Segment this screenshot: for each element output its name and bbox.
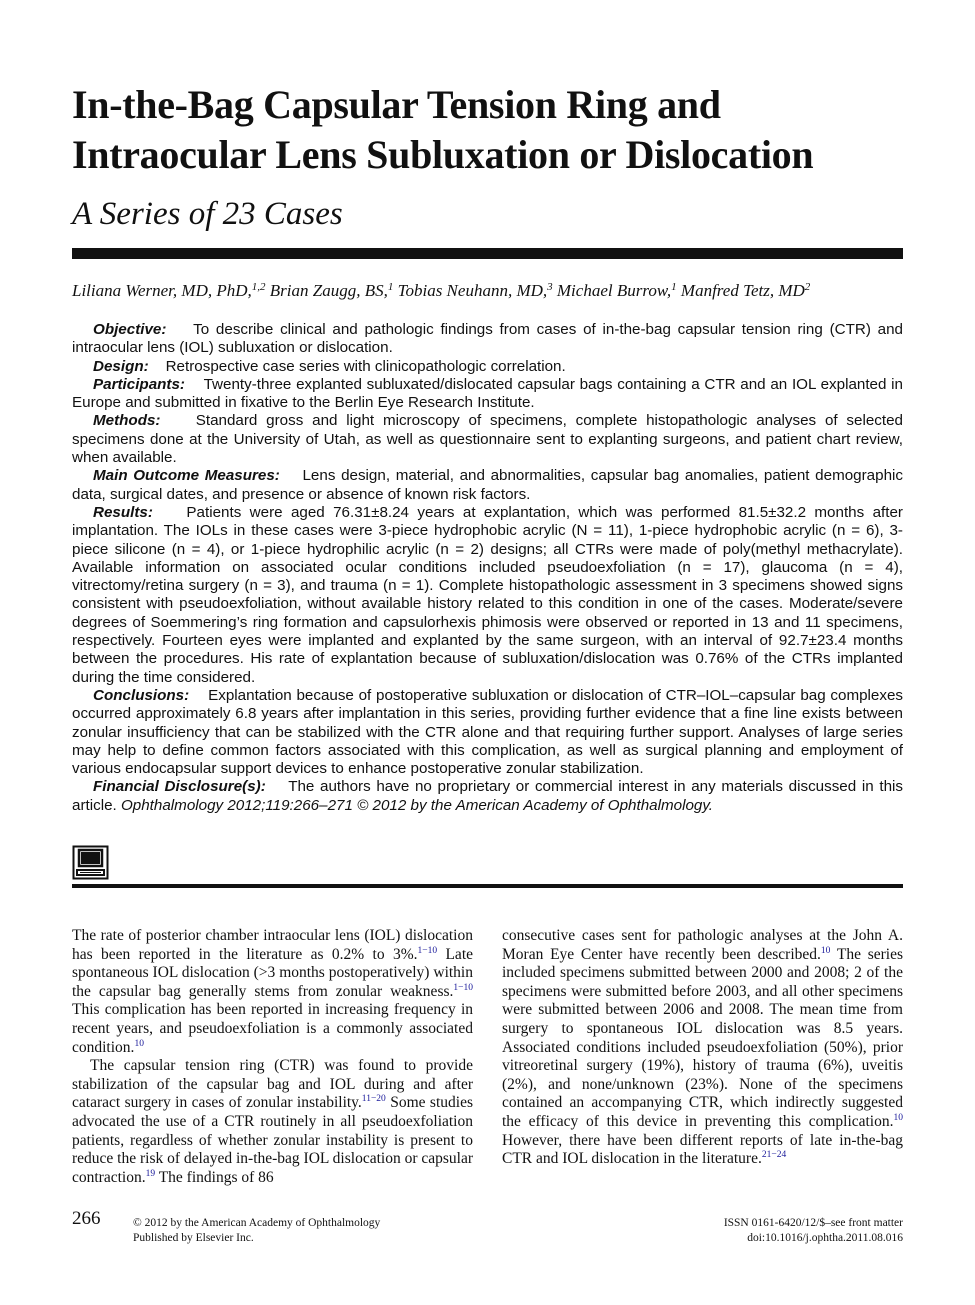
author-name: Tobias Neuhann, MD,	[397, 281, 548, 300]
abstract-disclosure	[72, 778, 903, 815]
reference-link[interactable]: 21−24	[761, 1150, 787, 1161]
design-text: Retrospective case series with clinicopathologic correlation.	[165, 357, 566, 375]
author-affiliation: 2	[804, 281, 811, 293]
journal-citation: Ophthalmology 2012;119:266–271 © 2012 by the American Academy of Ophthalmology.	[120, 796, 714, 814]
outcome-text: Lens design, material, and abnormalities, capsular bag anomalies, patient demographic data, surgical dates, and presence or absence of known risk factors.	[72, 467, 903, 503]
conclusions-text: Explantation because of postoperative subluxation or dislocation of CTR–IOL–capsular bag complexes occurred approximately 6.8 years after implantation in this series, providing further evidence that a fine line exists between zonular insufficiency that can be stabilized with the CTR alone and that requiring further support. Analyses of large series may help to define common factors associated with this complication, as well as surgical planning and employment of various endocapsular support devices to enhance postoperative zonular stabilization.	[72, 686, 904, 778]
objective-text: To describe clinical and pathologic findings from cases of in-the-bag capsular tension ring (CTR) and intraocular lens (IOL) subluxation or dislocation.	[72, 321, 903, 357]
objective-label: Objective:	[93, 321, 167, 338]
article-subtitle: A Series of 23 Cases	[72, 196, 343, 232]
reference-link[interactable]: 1−10	[417, 945, 438, 956]
outcome-label: Main Outcome Measures:	[93, 467, 280, 485]
body-column-left	[72, 927, 473, 1187]
body-paragraph	[72, 1057, 473, 1187]
author-affiliation: 1	[671, 281, 677, 293]
disclosure-text: The authors have no proprietary or commercial interest in any materials discussed in this article.	[72, 778, 903, 814]
author-affiliation: 1	[387, 281, 394, 293]
author-name: Michael Burrow,	[556, 281, 672, 300]
body-text: The capsular tension ring (CTR) was found to provide stabilization of the capsular bag and IOL during and after cataract surgery in cases of zonular instability.	[72, 1057, 473, 1112]
body-text: Late spontaneous IOL dislocation (>3 months postoperatively) within the capsular bag generally stems from zonular weakness.	[72, 945, 473, 1000]
title-line-2: Intraocular Lens Subluxation or Dislocation	[72, 132, 814, 177]
methods-text: Standard gross and light microscopy of specimens, complete histopathologic analyses of selected specimens done at the University of Utah, as well as questionnaire sent to explanting surgeons, and patient chart review, when available.	[72, 412, 903, 467]
results-label: Results:	[93, 503, 153, 521]
reference-link[interactable]: 10	[893, 1112, 903, 1123]
title-line-1: In-the-Bag Capsular Tension Ring and	[72, 82, 721, 127]
abstract-conclusions	[72, 687, 903, 778]
body-text: However, there have been different reports of late in-the-bag CTR and IOL dislocation in the literature.	[502, 1131, 903, 1168]
abstract-results	[72, 504, 903, 687]
abstract-methods	[72, 412, 903, 467]
abstract-outcome	[72, 467, 903, 504]
conclusions-label: Conclusions:	[93, 686, 190, 704]
footer-copyright	[133, 1216, 380, 1246]
reference-link[interactable]: 10	[134, 1038, 144, 1049]
title-divider	[72, 248, 903, 259]
body-text: The rate of posterior chamber intraocular lens (IOL) dislocation has been reported in the literature as 0.2% to 3%.	[72, 927, 473, 963]
abstract	[72, 321, 903, 815]
publisher-text: Published by Elsevier Inc.	[133, 1232, 254, 1244]
computer-icon	[72, 845, 109, 880]
abstract-design	[72, 358, 903, 376]
copyright-text: © 2012 by the American Academy of Ophthalmology	[133, 1217, 381, 1229]
reference-link[interactable]: 11−20	[361, 1094, 386, 1105]
body-text: The findings of 86	[155, 1168, 274, 1186]
abstract-divider	[72, 884, 903, 888]
body-text: This complication has been reported in increasing frequency in recent years, and pseudoexfoliation is a commonly associated condition.	[72, 1001, 473, 1056]
body-column-right	[502, 927, 903, 1169]
reference-link[interactable]: 19	[145, 1168, 156, 1179]
author-name: Manfred Tetz, MD	[680, 281, 805, 300]
abstract-objective	[72, 321, 903, 358]
body-text: consecutive cases sent for pathologic analyses at the John A. Moran Eye Center have recently been described.	[502, 927, 903, 963]
body-text: The series included specimens submitted between 2000 and 2008; 2 of the specimens were submitted before 2003, and all other specimens were submitted between 2006 and 2008. The mean time from surgery to spontaneous IOL dislocation was 8.5 years. Associated conditions included pseudoexfoliation (50%), prior vitreoretinal surgery (19%), history of trauma (6%), uveitis (2%), and none/unknown (23%). None of the specimens contained an accompanying CTR, which indirectly suggested the efficacy of this device in preventing this complication.	[502, 945, 904, 1130]
participants-label: Participants:	[93, 375, 185, 393]
reference-link[interactable]: 1−10	[453, 982, 473, 993]
author-list	[72, 279, 912, 303]
body-text: Some studies advocated the use of a CTR routinely in all pseudoexfoliation patients, regardless of whether zonular instability is present to reduce the risk of delayed in-the-bag IOL dislocation or capsular contraction.	[72, 1094, 473, 1186]
abstract-participants	[72, 376, 903, 413]
results-text: Patients were aged 76.31±8.24 years at explantation, which was performed 81.5±32.2 months after implantation. The IOLs in these cases were 3-piece hydrophobic acrylic (N = 11), 1-piece hydrophobic acrylic (n = 6), 3-piece silicone (n = 4), or 1-piece hydrophilic acrylic (n = 2) designs; all CTRs were made of poly(methyl methacrylate). Available information on associated ocular conditions included pseudoexfoliation (n = 17), glaucoma (n = 4), vitrectomy/retina surgery (n = 3), and trauma (n = 1). Complete histopathologic assessment in 3 specimens showed signs consistent with pseudoexfoliation, without available history related to this condition in one of the cases. Moderate/severe degrees of Soemmering’s ring formation and capsulorhexis phimosis were observed or reported in 13 and 11 specimens, respectively. Fourteen eyes were implanted and explanted by the same surgeon, with an interval of 92.7±23.4 months between the procedures. His rate of explantation because of subluxation/dislocation was 0.76% of the CTRs implanted during the time considered.	[72, 503, 903, 686]
page-number: 266	[72, 1208, 101, 1229]
article-title	[72, 80, 912, 180]
body-paragraph	[72, 927, 473, 1057]
disclosure-label: Financial Disclosure(s):	[93, 778, 266, 796]
participants-text: Twenty-three explanted subluxated/dislocated capsular bags containing a CTR and an IOL explanted in Europe and submitted in fixative to the Berlin Eye Research Institute.	[72, 375, 903, 412]
methods-label: Methods:	[93, 412, 161, 430]
doi-link[interactable]: doi:10.1016/j.ophtha.2011.08.016	[747, 1232, 903, 1244]
author-affiliation: 3	[547, 281, 553, 293]
design-label: Design:	[93, 357, 149, 375]
body-paragraph	[502, 927, 903, 1169]
issn-text: ISSN 0161-6420/12/$–see front matter	[723, 1217, 903, 1229]
author-name: Brian Zaugg, BS,	[269, 281, 388, 300]
footer-identifiers	[724, 1216, 903, 1246]
reference-link[interactable]: 10	[820, 945, 831, 956]
author-affiliation: 1,2	[251, 281, 266, 293]
author-name: Liliana Werner, MD, PhD,	[72, 281, 252, 300]
